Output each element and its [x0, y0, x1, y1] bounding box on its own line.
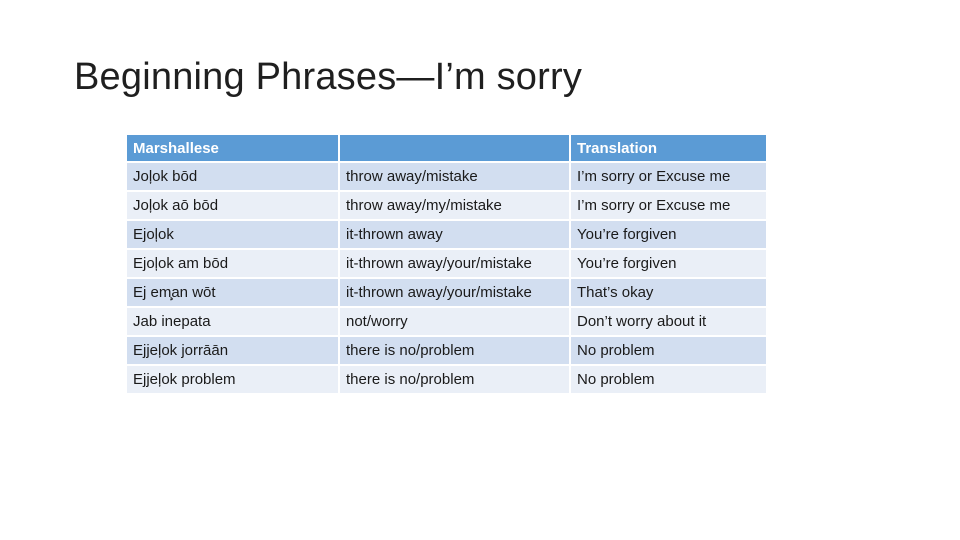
table-row — [127, 192, 766, 219]
literal-cell: it-thrown away — [340, 221, 569, 248]
header-literal — [340, 135, 569, 161]
table-header-row — [127, 135, 766, 161]
marshallese-cell: Joļok aō bōd — [127, 192, 338, 219]
literal-cell: throw away/mistake — [340, 163, 569, 190]
table-row — [127, 250, 766, 277]
marshallese-cell: Ej em̧̧an wōt — [127, 279, 338, 306]
literal-cell: there is no/problem — [340, 366, 569, 393]
translation-cell: I’m sorry or Excuse me — [571, 163, 766, 190]
translation-cell: You’re forgiven — [571, 250, 766, 277]
literal-cell: throw away/my/mistake — [340, 192, 569, 219]
marshallese-cell: Ejjeļok problem — [127, 366, 338, 393]
translation-cell: I’m sorry or Excuse me — [571, 192, 766, 219]
table-row — [127, 163, 766, 190]
marshallese-cell: Ejjeļok jorrāān — [127, 337, 338, 364]
literal-cell: it-thrown away/your/mistake — [340, 250, 569, 277]
translation-cell: Don’t worry about it — [571, 308, 766, 335]
header-marshallese: Marshallese — [127, 135, 338, 161]
literal-cell: not/worry — [340, 308, 569, 335]
table-row — [127, 308, 766, 335]
literal-cell: it-thrown away/your/mistake — [340, 279, 569, 306]
translation-cell: No problem — [571, 366, 766, 393]
translation-cell: You’re forgiven — [571, 221, 766, 248]
table-row — [127, 221, 766, 248]
header-translation: Translation — [571, 135, 766, 161]
table-row — [127, 337, 766, 364]
marshallese-cell: Ejoļok am bōd — [127, 250, 338, 277]
table-row — [127, 366, 766, 393]
marshallese-cell: Joļok bōd — [127, 163, 338, 190]
translation-cell: No problem — [571, 337, 766, 364]
table-row — [127, 279, 766, 306]
marshallese-cell: Ejoļok — [127, 221, 338, 248]
marshallese-cell: Jab inepata — [127, 308, 338, 335]
phrases-table — [125, 133, 768, 395]
translation-cell: That’s okay — [571, 279, 766, 306]
literal-cell: there is no/problem — [340, 337, 569, 364]
slide-title: Beginning Phrases—I’m sorry — [74, 56, 583, 98]
